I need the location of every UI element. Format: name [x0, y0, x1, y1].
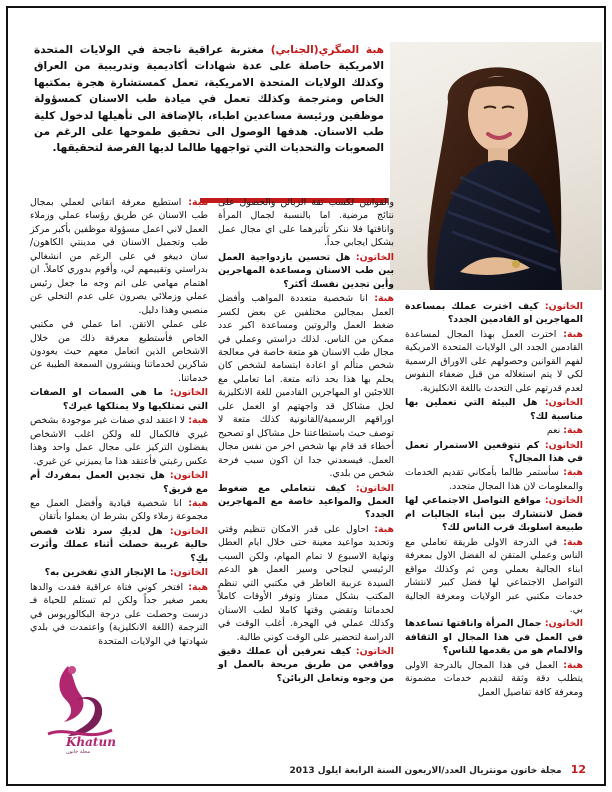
- paragraph-text: كيف اخترت عملك بمساعدة المهاجرين او القادمين الجدد؟: [405, 301, 583, 326]
- speaker-label: هبة:: [374, 293, 394, 305]
- interview-question: [405, 494, 583, 534]
- speaker-label: هبة:: [563, 467, 583, 479]
- paragraph-text: على عملي الاتقن. اما عملي في مكتبي الخاص فأستطيع معرفة ذلك من خلال الاشخاص الذين اتعامل معهم حيث يعودون شاكرين لخدماتنا وينشرون السمعة الطيبة عن خدماتنا.: [30, 319, 208, 384]
- speaker-label: الخاتون:: [544, 495, 583, 507]
- speaker-label: الخاتون:: [355, 482, 394, 494]
- logo-subtitle: مجلة خاتون: [66, 749, 91, 755]
- paragraph-text: هل تجدين العمل بمفردك أم مع فريق؟: [30, 470, 208, 495]
- paragraph-text: لا اعتقد لدي صفات غير موجودة بشخص غيري فالكمال لله ولكن اغلب الاشخاص يفضلون التركيز على مجال عمل واحد وهذا عكس رغبتي فأعتقد هذا ما يميزني عن غيري.: [30, 415, 208, 467]
- interview-question: [218, 251, 394, 291]
- speaker-label: الخاتون:: [544, 301, 583, 312]
- paragraph-text: ما الإنجاز الذي تفخرين به؟: [44, 567, 170, 579]
- interview-question: [30, 566, 208, 579]
- portrait-illustration: [390, 42, 602, 290]
- interview-answer: [30, 414, 208, 468]
- speaker-label: الخاتون:: [355, 251, 394, 263]
- speaker-label: هبة:: [563, 328, 583, 340]
- speaker-label: الخاتون:: [169, 387, 208, 399]
- speaker-label: الخاتون:: [169, 567, 208, 579]
- paragraph-text: اخترت العمل بهذا المجال لمساعدة القادمين الجدد الى الولايات المتحدة الامريكية لفهم القوانين وحصولهم على الاوراق الرسمية لكي لا يتم استغلاله من قبل ضعفاء النفوس لعدم قدرتهم على التحدث باللغة الانكليزية.: [405, 328, 583, 394]
- paragraph-text: جمال المرأة واناقتها تساعدها في العمل في هذا المجال او الثقافة والالمام هو من يقدمها للناس؟: [405, 618, 583, 657]
- interview-question: [405, 617, 583, 657]
- interview-answer: [405, 466, 583, 493]
- speaker-label: هبة:: [188, 197, 208, 208]
- speaker-label: هبة:: [188, 415, 208, 427]
- intro-text: مغتربة عراقية ناجحة في الولايات المتحدة الامريكية حاصلة على عدة شهادات أكاديمية وتدريبية من العراق وكذلك الولايات المتحدة الامريكية، تعمل كمستشارة هجرة بمكتبها الخاص ومترجمة وكذلك تعمل في ميادة طب الاسنان كمسؤولة موظفين ورئيسة مساعدين اطباء، بالإضافة الى تأهيلها لدخول كلية طب الاسنان. هدفها الوصول الى تحقيق طموحها على الرغم من الصعوبات والتحديات التي تواجهها طالما لديها الفرصة لتحقيقها.: [34, 44, 384, 155]
- speaker-label: الخاتون:: [544, 439, 583, 451]
- interview-question: [405, 396, 583, 423]
- paragraph-text: نعم: [546, 425, 564, 437]
- intro-paragraph: [34, 42, 384, 192]
- portrait-photo: [390, 42, 602, 290]
- speaker-label: الخاتون:: [544, 618, 583, 630]
- interview-answer: [218, 292, 394, 480]
- speaker-label: الخاتون:: [169, 470, 208, 482]
- paragraph-text: ما هي السمات او الصفات التي تمتلكيها ولا يمتلكها غيرك؟: [30, 387, 208, 412]
- logo-wordmark: Khatun: [66, 735, 116, 749]
- interview-answer: [405, 424, 583, 437]
- interview-question: [218, 482, 394, 522]
- interview-answer: [405, 659, 583, 699]
- speaker-label: هبة:: [563, 536, 583, 548]
- paragraph-text: انا شخصية متعددة المواهب وأفضل العمل بمجالين مختلفين عن بعض لكسر ضغط العمل والروتين ومساعدة اكبر عدد ممكن من الناس. لذلك دراستي وعملي في مجال طب الاسنان هو متعة خاصة في معالجة شخص متألم او اعادة ابتسامة لشخص كان يحلم بها هذا بحد ذاته متعة. اما تعاملي مع اللاجئين او المهاجرين القادمين للغة الانكليزية لحل مشاكل قد واجهتهم او العمل على اوراقهم الرسمية/القانونية كذلك متعة لا توصف حيث باستطاعتنا حل مشاكل او تصحيح أخطاء قد قام بها شخص اخر من نفس مجال العمل. فيسعدني جدا ان اكون سبب فرحة شخص من بلدي.: [218, 293, 394, 480]
- paragraph-text: سأستمر طالما بأمكاني تقديم الخدمات والمعلومات لان هذا المجال متجدد.: [405, 467, 583, 492]
- interview-answer: [218, 523, 394, 644]
- interview-question: [30, 469, 208, 496]
- interview-question: [30, 525, 208, 565]
- paragraph-text: هل لديكِ سرد ثلاث قصص حالية غريبة حصلت أثناء عملك وأثرت بكِ؟: [30, 525, 208, 564]
- speaker-label: هبة:: [563, 425, 583, 437]
- paragraph-text: استطيع معرفة اتقاني لعملي بمجال طب الاسنان عن طريق رؤساء عملي وزملاء العمل لاني اعمل مسؤولة موظفين بأكبر مركز طب وتجميل الاسنان في مدينتي الكاهون/ سان دييغو في على الرغم من انشغالي بدراستي وتقييمهم لي، وأقوم بدوري كاملاً. ان اهتمام مهامي على اتم وجه ما جعل رئيس عملي وزملائي يصرون على عدم التخلي عن منصبي وهذا دليل.: [30, 197, 208, 316]
- interview-question: [218, 645, 394, 685]
- interview-question: [30, 386, 208, 413]
- footer-text: مجلة خاتون مونتريال العدد/الاربعون السنة الرابعة ايلول 2013: [289, 766, 562, 776]
- column-right: [405, 300, 583, 755]
- footer: [24, 762, 586, 778]
- paragraph-text: العمل في هذا المجال بالدرجة الاولى يتطلب دقة وثقة لتقديم خدمات مضمونة ومعرفة كافة تفاصيل العمل: [405, 659, 583, 698]
- paragraph-text: كيف تعرفين أن عملك دقيق وواقعي من طريق مريحة بالعمل او من وجوه وتعامل الزبائن؟: [218, 645, 394, 684]
- speaker-label: هبة:: [188, 497, 208, 509]
- paragraph-text: احاول على قدر الامكان تنظيم وقتي وتحديد مواعيد معينة حتى خلال ايام العطل ونهاية الاسبوع لا تمام المهام، ولكن السبب الرئيسي لنجاحي وسير العمل هو الدعم السيدة عربية العاطر في مكتبي التي تنظم المكتب بشكل ممتاز وتوفر الأوقات كاملاً لخدماتنا وتقضي وقتها كاملا لطب الاسنان وكذلك عملي في الهجرة. أغلب الوقت في الدراسة لتحضير على الوقت كوني طالبة.: [218, 523, 394, 643]
- speaker-label: الخاتون:: [169, 525, 208, 537]
- column-middle: [218, 196, 394, 758]
- interview-answer: [30, 318, 208, 385]
- interview-answer: [30, 196, 208, 317]
- paragraph-text: في الدرجة الاولى طريقة تعاملي مع الناس وعملي المتقن له الفضل الاول بمعرفة ابناء الجالية بعملي ومن ثم وكذلك مواقع التواصل الاجتماعي لها فضل كبير لانتشار خدمات مكتبي عبر الولايات ومعرفة الجالية بي.: [405, 536, 583, 615]
- paragraph-text: هل تحسين بازدواجية العمل بين طب الاسنان ومساعدة المهاجرين وأين تجدين نفسك أكثر؟: [218, 251, 394, 290]
- paragraph-text: هل البيئة التي تعملين بها مناسبة لك؟: [405, 397, 583, 422]
- speaker-label: الخاتون:: [355, 645, 394, 657]
- intro-name: هبة الصگري(الجنابي): [270, 44, 384, 56]
- interview-question: [405, 439, 583, 466]
- paragraph-text: والقوانين لكسب ثقة الزبائن والحصول على نتائج مرضية. اما بالنسبة لجمال المرأة واناقتها فلا ننكر تأثيرهما على اي مجال عمل بشكل ايجابي جداً.: [218, 197, 394, 249]
- interview-answer: [218, 196, 394, 250]
- interview-answer: [405, 328, 583, 395]
- interview-answer: [30, 581, 208, 648]
- speaker-label: هبة:: [188, 581, 208, 593]
- interview-answer: [405, 536, 583, 617]
- paragraph-text: افتخر كوني فتاة عراقية فقدت والدها بعمر صغير جداً ولكن لم تستلم للحياة فـ درست وحصلت على درجة البكالوريوس في الترجمة (اللغة الانكليزية) واعتمدت في بلدي شهادتها في الولايات المتحدة: [30, 581, 208, 647]
- paragraph-text: مواقع التواصل الاجتماعي لها فضل لانتشارك بين أبناء الجاليات ام طبيعة اسلوبك قرب الناس لك؟: [405, 495, 583, 534]
- interview-answer: [30, 497, 208, 524]
- paragraph-text: كم تتوقعين الاستمرار تعمل في هذا المجال؟: [405, 439, 583, 464]
- interview-question: [405, 300, 583, 327]
- speaker-label: هبة:: [563, 659, 583, 671]
- paragraph-text: انا شخصية قيادية وأفضل العمل مع مجموعة زملاء ولكن بشرط ان يعملوا بأتقان: [30, 497, 208, 523]
- column-left: [30, 196, 208, 647]
- speaker-label: هبة:: [374, 523, 394, 535]
- speaker-label: الخاتون:: [544, 397, 583, 409]
- page-number: 12: [570, 763, 586, 776]
- paragraph-text: كيف تتعاملي مع ضغوط العمل والمواعيد خاصة مع المهاجرين الجدد؟: [218, 482, 394, 521]
